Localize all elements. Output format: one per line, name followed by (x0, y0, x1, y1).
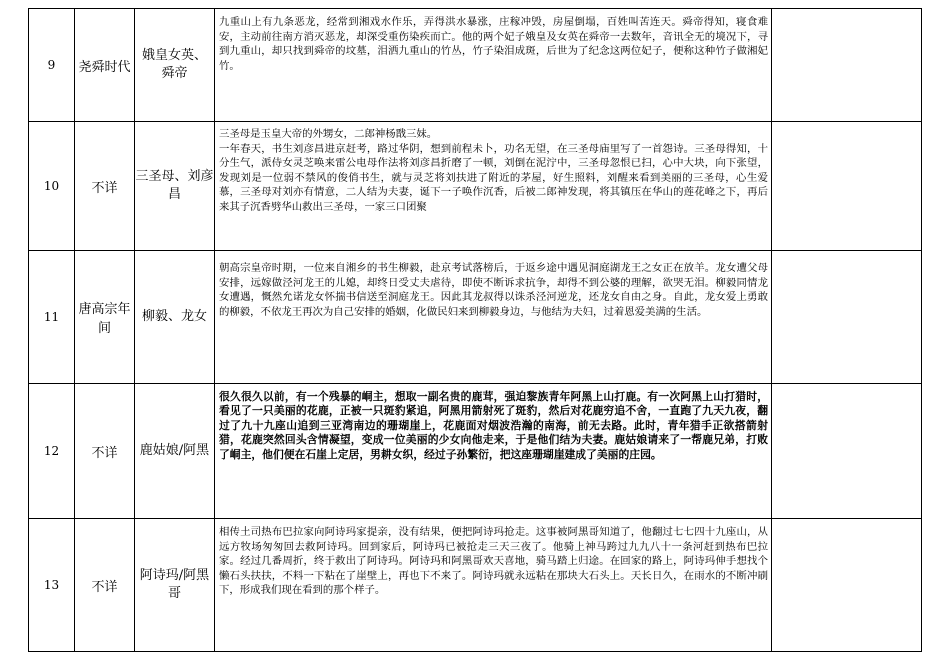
people-cell[interactable] (135, 9, 215, 122)
table-row (29, 122, 922, 251)
empty-cell[interactable] (772, 9, 922, 122)
people-cell[interactable] (135, 384, 215, 519)
story-cell[interactable] (215, 519, 772, 652)
row-number: 12 (43, 444, 60, 458)
era-text: 不详 (91, 579, 118, 595)
row-number: 13 (43, 578, 60, 592)
table-row (29, 384, 922, 519)
empty-cell[interactable] (772, 251, 922, 384)
row-number-cell[interactable] (29, 384, 75, 519)
table-row (29, 519, 922, 652)
era-text: 不详 (91, 445, 118, 461)
row-number: 11 (43, 310, 60, 324)
row-number-cell[interactable] (29, 122, 75, 251)
era-cell[interactable] (75, 9, 135, 122)
story-text: 九重山上有九条恶龙，经常到湘戏水作乐，弄得洪水暴涨，庄稼冲毁，房屋倒塌，百姓叫苦连天。舜帝得知，寝食难安，主动前往南方消灭恶龙，却深受重伤染疾而亡。他的两个妃子娥皇及女英在舜帝一去数年，音讯全无的境况下，寻到九重山，却只找到舜帝的坟墓，泪洒九重山的竹丛，竹子染泪成斑，后世为了纪念这两位妃子，便称这种竹子做湘妃竹。 (219, 16, 768, 72)
empty-cell[interactable] (772, 122, 922, 251)
spreadsheet-sheet (28, 8, 921, 652)
people-text: 阿诗玛/阿黑哥 (139, 568, 210, 601)
row-number-cell[interactable] (29, 251, 75, 384)
people-text: 鹿姑娘/阿黑 (139, 443, 210, 458)
legend-table (28, 8, 922, 652)
people-text: 三圣母、刘彦昌 (135, 169, 214, 202)
story-cell[interactable] (215, 9, 772, 122)
row-number: 10 (43, 179, 60, 193)
story-text: 朝高宗皇帝时期，一位来自湘乡的书生柳毅，赴京考试落榜后，于返乡途中遇见洞庭湖龙王之女正在放羊。龙女遭父母安排，远嫁做泾河龙王的儿媳，却终日受丈夫虐待，即使不断诉求抗争，却得不到公婆的理解，欲哭无泪。柳毅同情龙女遭遇，慨然允诺龙女怀揣书信送至洞庭龙王。因此其龙叔得以诛杀泾河逆龙，还龙女自由之身。自此，龙女爱上勇敢的柳毅，不依龙王再次为自己安排的婚姻，化做民妇来到柳毅身边，与他结为夫妇，过着恩爱美满的生活。 (219, 262, 768, 318)
people-text: 柳毅、龙女 (141, 309, 207, 324)
era-cell[interactable] (75, 251, 135, 384)
era-cell[interactable] (75, 519, 135, 652)
row-number: 9 (47, 58, 56, 72)
era-text: 尧舜时代 (78, 59, 131, 75)
row-number-cell[interactable] (29, 519, 75, 652)
people-cell[interactable] (135, 251, 215, 384)
era-text: 不详 (91, 180, 118, 196)
story-cell[interactable] (215, 251, 772, 384)
empty-cell[interactable] (772, 384, 922, 519)
story-cell[interactable] (215, 384, 772, 519)
era-text: 唐高宗年间 (78, 302, 131, 336)
story-text: 很久很久以前，有一个残暴的峒主，想取一副名贵的鹿茸，强迫黎族青年阿黑上山打鹿。有一次阿黑上山打猎时，看见了一只美丽的花鹿，正被一只斑豹紧追，阿黑用箭射死了斑豹，然后对花鹿穷追不舍，一直跑了九天九夜，翻过了九十九座山追到三亚湾南边的珊瑚崖上，花鹿面对烟波浩瀚的南海，前无去路。此时，青年猎手正欲搭箭射猎，花鹿突然回头含情凝望，变成一位美丽的少女向他走来，于是他们结为夫妻。鹿姑娘请来了一帮鹿兄弟，打败了峒主，他们便在石崖上定居，男耕女织，经过子孙繁衍，把这座珊瑚崖建成了美丽的庄园。 (219, 390, 768, 461)
table-row (29, 9, 922, 122)
table-row (29, 251, 922, 384)
people-cell[interactable] (135, 519, 215, 652)
people-cell[interactable] (135, 122, 215, 251)
story-cell[interactable] (215, 122, 772, 251)
empty-cell[interactable] (772, 519, 922, 652)
story-text: 相传土司热布巴拉家向阿诗玛家提亲，没有结果，便把阿诗玛抢走。这事被阿黑哥知道了，他翻过七七四十九座山，从远方牧场匆匆回去救阿诗玛。回到家后，阿诗玛已被抢走三天三夜了。他骑上神马跨过九九八十一条河赶到热布巴拉家。经过几番周折，终于救出了阿诗玛。阿诗玛和阿黑哥欢天喜地，骑马踏上归途。在回家的路上，阿诗玛伸手想找个懒石头扶扶，不料一下粘在了崖壁上，再也下不来了。阿诗玛就永远粘在那块大石头上。天长日久，在雨水的不断冲刷下，形成我们现在看到的那个样子。 (219, 526, 768, 597)
story-text: 三圣母是玉皇大帝的外甥女，二郎神杨戬三妹。 一年春天，书生刘彦昌进京赶考，路过华阴，想到前程未卜，功名无望，在三圣母庙里写了一首怨诗。三圣母得知，十分生气，派侍女灵芝唤来雷公电母作法将刘彦昌折磨了一顿，刘倒在泥泞中，三圣母忽恨已扫，心中大块，向下张望，发现刘是一位弱不禁风的俊俏书生，就与灵芝将刘扶进了附近的茅屋，好生照料，刘醒来看到美丽的三圣母，心生爱慕，三圣母对刘亦有情意，二人结为夫妻，诞下一子唤作沉香，后被二郎神发现，将其镇压在华山的莲花峰之下，再后来其子沉香劈华山救出三圣母，一家三口团聚 (219, 128, 768, 213)
era-cell[interactable] (75, 122, 135, 251)
people-text: 娥皇女英、 舜帝 (141, 48, 207, 81)
era-cell[interactable] (75, 384, 135, 519)
row-number-cell[interactable] (29, 9, 75, 122)
